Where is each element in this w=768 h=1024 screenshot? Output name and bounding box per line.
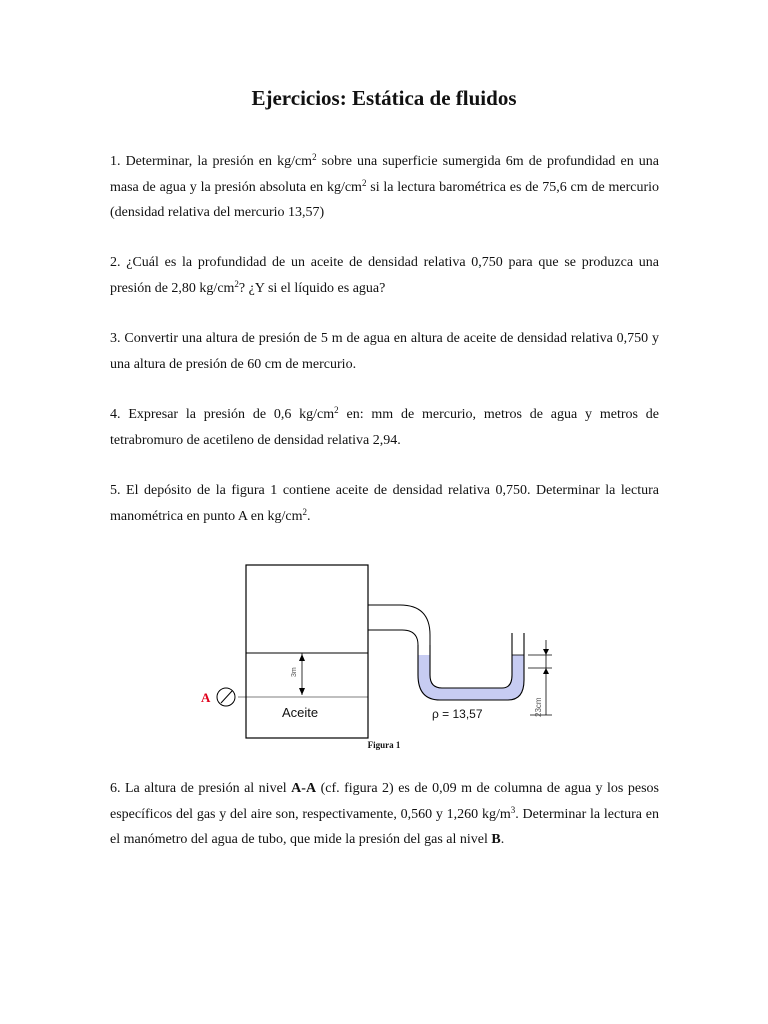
tank-manometer-svg — [190, 555, 570, 765]
depth-label: 3m — [291, 667, 298, 677]
height-marker-arrow-up — [543, 649, 549, 655]
figure-1-diagram — [190, 555, 570, 765]
figure-1-caption: Figura 1 — [367, 740, 401, 750]
depth-arrow-head-top — [299, 654, 305, 661]
density-label: ρ = 13,57 — [432, 707, 483, 721]
mercury-fill — [418, 655, 524, 700]
point-a-label: A — [201, 690, 211, 705]
exercise-5: 5. El depósito de la figura 1 contiene aceite de densidad relativa 0,750. Determinar la lectura manométrica en punto A en $kg/cm^2$. — [110, 483, 659, 524]
exercise-3: 3. Convertir una altura de presión de 5 m de agua en altura de aceite de densidad relativa 0,750 y una altura de presión de 60 cm de mercurio. — [110, 331, 659, 372]
exercise-2: 2. ¿Cuál es la profundidad de un aceite de densidad relativa 0,750 para que se produzca una presión de 2,80 $kg/cm^2$? ¿Y si el líquido es agua? — [110, 255, 659, 296]
page-title: Ejercicios: Estática de fluidos — [251, 86, 517, 110]
oil-label: Aceite — [282, 705, 319, 720]
exercise-6: 6. La altura de presión al nivel A-A (cf. figura 2) es de 0,09 m de columna de agua y los pesos específicos del gas y del aire son, respectivamente, 0,560 y 1,260 $kg/m^3$. Determinar la lectura en el manómetro del agua de tubo, que mide la presión del gas al nivel B. — [110, 781, 659, 847]
depth-arrow-head-bottom — [299, 688, 305, 695]
exercise-1: 1. Determinar, la presión en $kg/cm^2$ sobre una superficie sumergida 6m de profundidad en una masa de agua y la presión absoluta en $kg/cm^2$ si la lectura barométrica es de 75,6 cm de mercurio (densidad relativa del mercurio 13,57) — [110, 152, 659, 220]
height-label: 23cm — [534, 697, 543, 717]
height-marker-arrow-down — [543, 668, 549, 674]
exercise-4: 4. Expresar la presión de 0,6 $kg/cm^2$ en: mm de mercurio, metros de agua y metros de tetrabromuro de acetileno de densidad relativa 2,94. — [110, 405, 659, 448]
